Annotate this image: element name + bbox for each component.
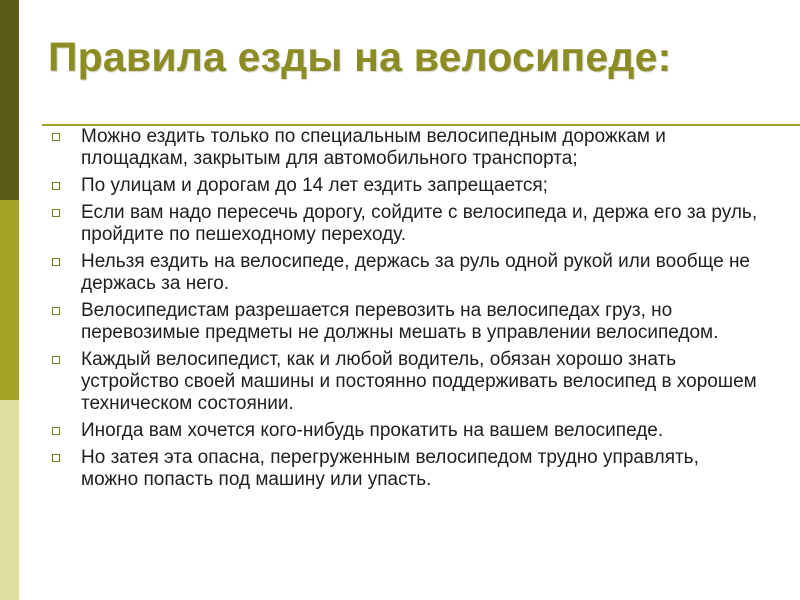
square-bullet-icon	[52, 307, 60, 315]
side-bar-segment-light	[0, 400, 19, 600]
square-bullet-icon	[52, 454, 60, 462]
side-color-bar	[0, 0, 19, 600]
list-item	[48, 300, 758, 344]
rules-list	[48, 126, 758, 496]
list-item	[48, 349, 758, 415]
list-item-text: Но затея эта опасна, перегруженным велосипедом трудно управлять, можно попасть под машину или упасть.	[81, 447, 699, 490]
list-item	[48, 251, 758, 295]
list-item-text: Нельзя ездить на велосипеде, держась за руль одной рукой или вообще не держась за него.	[81, 251, 750, 294]
square-bullet-icon	[52, 258, 60, 266]
list-item-text: Иногда вам хочется кого-нибудь прокатить на вашем велосипеде.	[81, 420, 664, 441]
list-item-text: Каждый велосипедист, как и любой водитель, обязан хорошо знать устройство своей машины и постоянно поддерживать велосипед в хорошем техническом состоянии.	[81, 349, 757, 414]
square-bullet-icon	[52, 133, 60, 141]
list-item	[48, 126, 758, 170]
side-bar-segment-mid	[0, 200, 19, 400]
square-bullet-icon	[52, 182, 60, 190]
slide-title: Правила езды на велосипеде:	[48, 34, 672, 80]
list-item-text: Если вам надо пересечь дорогу, сойдите с велосипеда и, держа его за руль, пройдите по пешеходному переходу.	[81, 202, 758, 245]
list-item	[48, 202, 758, 246]
square-bullet-icon	[52, 427, 60, 435]
list-item	[48, 175, 758, 197]
list-item	[48, 447, 758, 491]
side-bar-segment-dark	[0, 0, 19, 200]
square-bullet-icon	[52, 356, 60, 364]
list-item	[48, 420, 758, 442]
list-item-text: По улицам и дорогам до 14 лет ездить запрещается;	[81, 175, 548, 196]
list-item-text: Велосипедистам разрешается перевозить на велосипедах груз, но перевозимые предметы не должны мешать в управлении велосипедом.	[81, 300, 719, 343]
list-item-text: Можно ездить только по специальным велосипедным дорожкам и площадкам, закрытым для автомобильного транспорта;	[81, 126, 666, 169]
square-bullet-icon	[52, 209, 60, 217]
